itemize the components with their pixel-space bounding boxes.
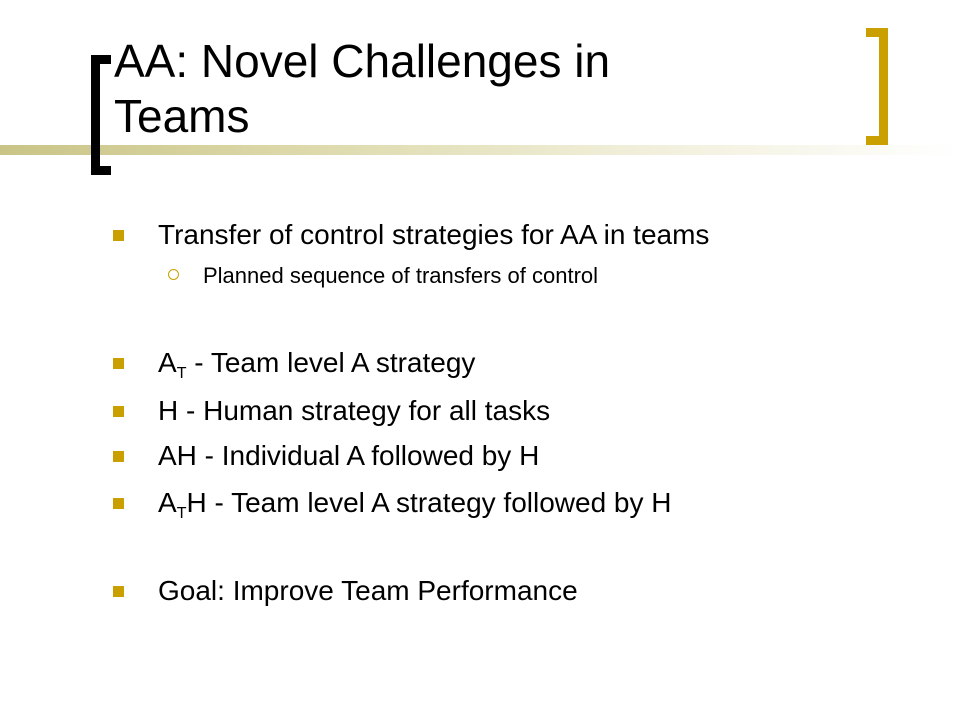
bullet-text: Goal: Improve Team Performance — [158, 575, 578, 606]
circle-bullet-icon — [168, 269, 179, 280]
sub-bullet-text: Planned sequence of transfers of control — [203, 263, 599, 288]
slide-title: AA: Novel Challenges in Teams — [114, 35, 611, 142]
bullet-text: Transfer of control strategies for AA in teams — [158, 219, 710, 250]
bullet-text: $A_T$ - Team level A strategy — [158, 347, 476, 382]
square-bullet-icon — [113, 498, 124, 509]
square-bullet-icon — [113, 358, 124, 369]
bullet-text: H - Human strategy for all tasks — [158, 395, 551, 426]
square-bullet-icon — [113, 586, 124, 597]
square-bullet-icon — [113, 230, 124, 241]
square-bullet-icon — [113, 451, 124, 462]
bullet-text: $A_TH$ - Team level A strategy followed by H — [158, 487, 672, 522]
square-bullet-icon — [113, 406, 124, 417]
bullet-text: AH - Individual A followed by H — [158, 440, 540, 471]
